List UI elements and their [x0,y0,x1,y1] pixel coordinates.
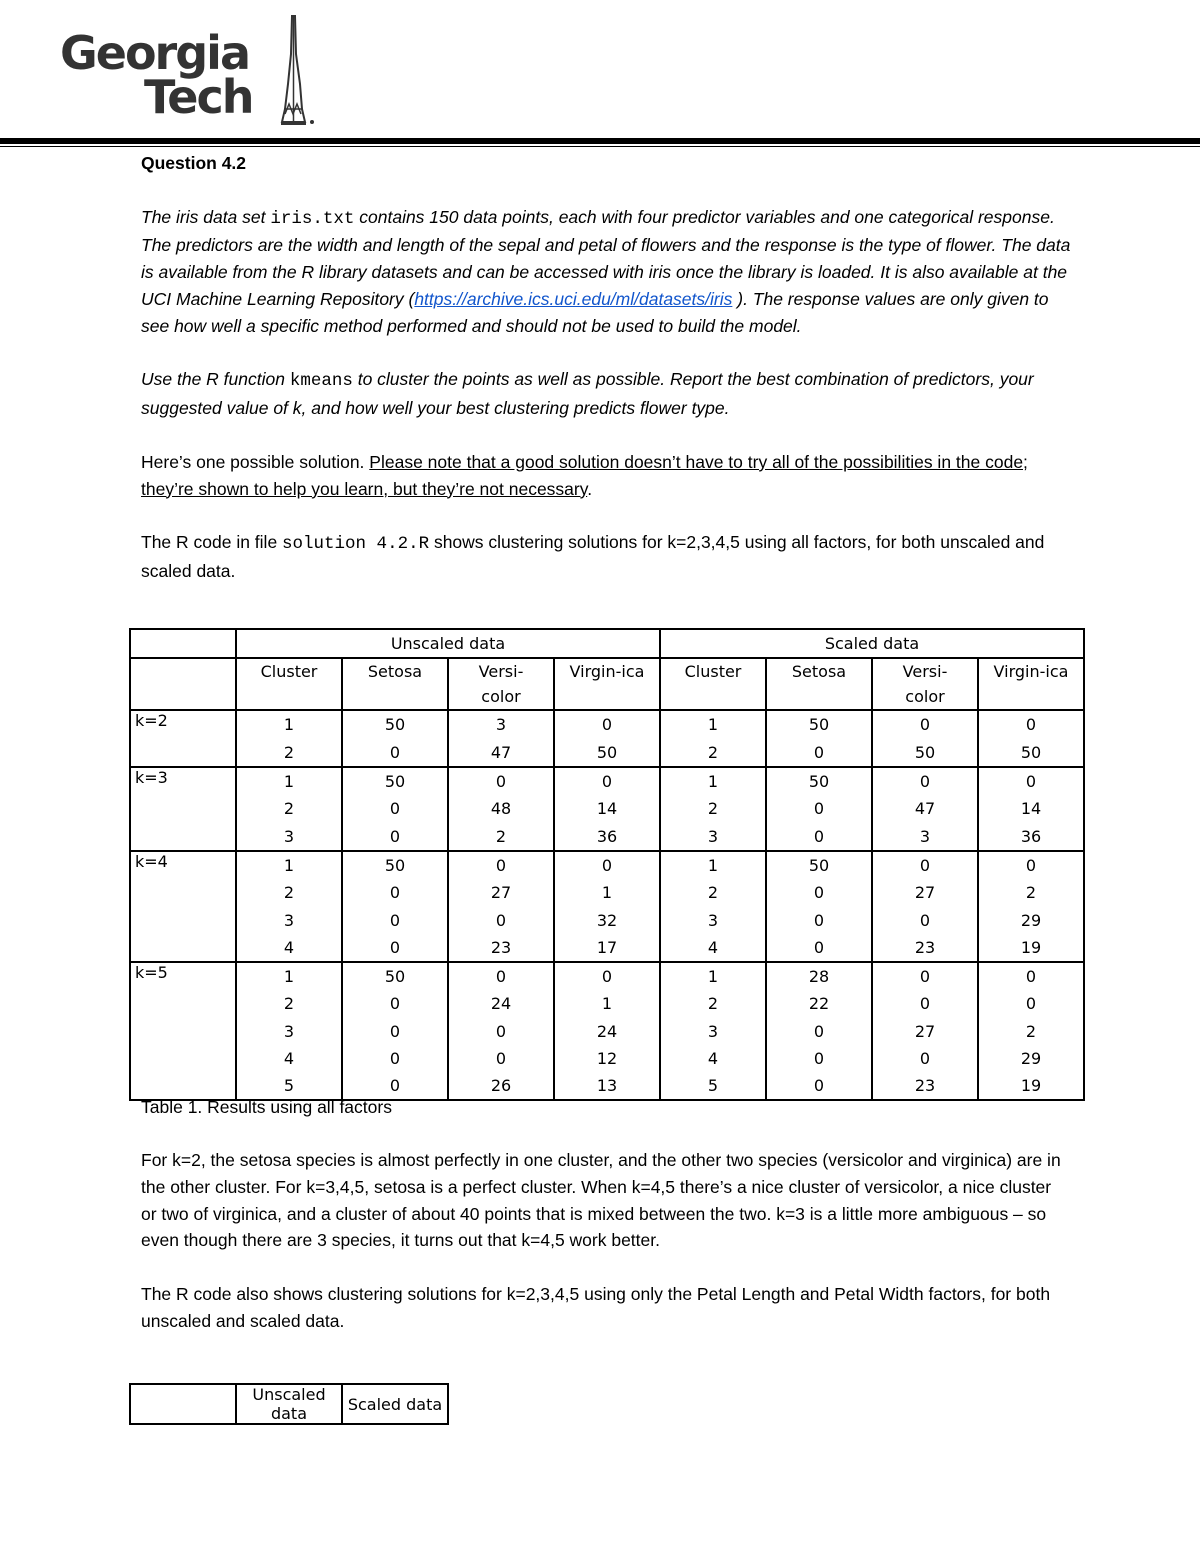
table-cell: 0 [766,879,872,906]
table-cell: 29 [978,1045,1084,1072]
discussion-body [141,1147,1071,1361]
table-cell: 0 [448,1045,554,1072]
text-span: ). The response values are only given to see how well a specific method performed and should not be used to build the model. [141,288,1049,336]
table-cell: 0 [872,1045,978,1072]
table-cell: 50 [342,962,448,990]
table-cell: 1 [236,962,342,990]
table-cell: 4 [236,934,342,962]
k-label: k=5 [130,962,236,1100]
discussion-paragraph: For k=2, the setosa species is almost perfectly in one cluster, and the other two species (versicolor and virginica) are in the other cluster. For k=3,4,5, setosa is a perfect cluster. When k=4,5 there’s a nice cluster of versicolor, a nice cluster or two of virginica, and a cluster of about 40 points that is mixed between the two. k=3 is a little more ambiguous – so even though there are 3 species, it turns out that k=4,5 work better. [141,1150,1061,1251]
k-label: k=3 [130,767,236,851]
table-cell: 22 [766,990,872,1017]
table-row [130,739,1084,767]
table-cell: 2 [236,739,342,767]
table-cell: 50 [978,739,1084,767]
table-cell: 0 [872,906,978,933]
table-cell: 0 [342,795,448,822]
table-cell: 2 [660,990,766,1017]
table-cell: 1 [554,879,660,906]
table-cell: 0 [872,851,978,879]
tech-tower-icon [272,14,322,130]
table-cell: 0 [978,710,1084,738]
table-cell: 0 [342,822,448,850]
code-filename: iris.txt [270,208,355,229]
table-row [130,767,1084,795]
table-cell: 50 [554,739,660,767]
col-header-versicolor [872,658,978,710]
text-span: shows clustering solutions for k=2,3,4,5 using all factors, for both unscaled and scaled data. [141,532,1045,581]
document-body [141,150,1071,612]
table-cell: 2 [978,879,1084,906]
table-cell: 24 [448,990,554,1017]
table-cell: 27 [872,879,978,906]
table-row [130,1018,1084,1045]
text-span: contains 150 data points, each with four predictor variables and one categorical response. The predictors are the width and length of the sepal and petal of flowers and the response is the type of flower. The data is available from the R library datasets and can be accessed with iris once the library is loaded. It is also available at the UCI Machine Learning Repository ( [141,206,1071,309]
col-header-cluster: Cluster [660,658,766,710]
table-body [130,710,1084,1100]
table-cell: 0 [554,851,660,879]
table-cell: 0 [766,1045,872,1072]
table-row [130,962,1084,990]
table-cell: 0 [342,739,448,767]
solution-intro-paragraph [141,449,1071,503]
col-header-part: color [481,687,521,707]
table-cell: 2 [660,879,766,906]
table-row [130,710,1084,738]
group-header-unscaled: Unscaled data [236,1384,342,1424]
table-cell: 3 [660,906,766,933]
table-row [130,822,1084,850]
table-cell: 26 [448,1072,554,1100]
table-cell: 0 [554,767,660,795]
table-cell: 1 [660,851,766,879]
table-cell: 0 [342,906,448,933]
col-header-virginica: Virgin-ica [978,658,1084,710]
table-cell: 5 [660,1072,766,1100]
table-cell: 1 [236,710,342,738]
table-cell: 3 [236,906,342,933]
table-cell: 19 [978,1072,1084,1100]
table-cell: 1 [236,851,342,879]
table-cell: 27 [448,879,554,906]
table-cell: 50 [342,851,448,879]
table-group-header-row [130,1384,448,1424]
text-span: . [587,478,593,499]
table-cell: 0 [448,906,554,933]
table-cell: 0 [766,1072,872,1100]
table-cell: 0 [342,1045,448,1072]
table-cell: 0 [872,767,978,795]
table-cell: 2 [236,795,342,822]
table-cell: 0 [766,934,872,962]
table-cell: 0 [342,1018,448,1045]
logo-word-georgia: Georgia [60,26,249,80]
petal-paragraph: The R code also shows clustering solutions for k=2,3,4,5 using only the Petal Length and Petal Width factors, for both unscaled and scaled data. [141,1283,1051,1331]
header-rule [0,138,1200,144]
table-row [130,795,1084,822]
table-cell: 50 [342,767,448,795]
table-cell: 50 [872,739,978,767]
k-label: k=2 [130,710,236,767]
uci-repository-link[interactable]: https://archive.ics.uci.edu/ml/datasets/iris [414,288,733,309]
table-cell: 0 [978,990,1084,1017]
table-cell: 32 [554,906,660,933]
col-header-part: Versi- [902,662,948,682]
table-cell: 17 [554,934,660,962]
table-cell: 19 [978,934,1084,962]
col-header-versicolor [448,658,554,710]
table-cell: 1 [236,767,342,795]
table-cell: 0 [766,739,872,767]
table-cell: 4 [236,1045,342,1072]
table-cell: 0 [448,1018,554,1045]
table-cell: 0 [978,851,1084,879]
table-cell: 4 [660,934,766,962]
table-cell: 14 [978,795,1084,822]
table-cell: 1 [554,990,660,1017]
table-cell: 23 [872,934,978,962]
r-code-paragraph [141,529,1071,585]
table-column-header-row [130,658,1084,710]
col-header-part: color [905,687,945,707]
georgia-tech-logo [58,14,328,130]
table-cell: 4 [660,1045,766,1072]
table-row [130,990,1084,1017]
table-cell: 0 [766,822,872,850]
table-cell: 29 [978,906,1084,933]
table-row [130,906,1084,933]
text-span: The iris data set [141,206,271,227]
table-cell: 1 [660,710,766,738]
table-cell: 0 [554,710,660,738]
table-cell: 3 [872,822,978,850]
table-cell: 0 [448,851,554,879]
table-cell: 2 [448,822,554,850]
table-cell: 3 [448,710,554,738]
group-header-scaled: Scaled data [660,629,1084,658]
table-cell: 2 [236,990,342,1017]
text-span: Use the R function [141,369,290,390]
table-cell: 0 [766,906,872,933]
table-cell: 47 [872,795,978,822]
table-cell: 23 [448,934,554,962]
results-table-all-factors [129,628,1085,1101]
table-cell: 50 [766,710,872,738]
table-cell: 0 [342,934,448,962]
k-label: k=4 [130,851,236,962]
table-row [130,879,1084,906]
table-cell: 36 [554,822,660,850]
table-cell: 0 [872,990,978,1017]
table-cell: 0 [766,1018,872,1045]
group-header-scaled: Scaled data [342,1384,448,1424]
code-function: kmeans [289,371,353,392]
table-cell: 0 [448,767,554,795]
code-filename: solution 4.2.R [282,534,430,555]
table-cell: 13 [554,1072,660,1100]
text-span: Here’s one possible solution. [141,451,370,472]
table-row [130,934,1084,962]
table-group-header-row [130,629,1084,658]
table-cell: 0 [554,962,660,990]
col-header-setosa: Setosa [766,658,872,710]
table-cell: 28 [766,962,872,990]
table-cell: 0 [872,962,978,990]
table-cell: 3 [236,822,342,850]
table-cell: 1 [660,962,766,990]
task-paragraph [141,366,1071,422]
table-caption: Table 1. Results using all factors [141,1097,392,1117]
table-cell: 50 [766,851,872,879]
table-cell: 0 [342,1072,448,1100]
table-cell-empty [130,658,236,710]
table-cell: 0 [872,710,978,738]
col-header-setosa: Setosa [342,658,448,710]
table-cell: 0 [448,962,554,990]
table-cell: 1 [660,767,766,795]
logo-word-tech: Tech [144,70,253,124]
question-paragraph [141,204,1071,340]
col-header-part: Versi- [478,662,524,682]
col-header-cluster: Cluster [236,658,342,710]
table-cell: 14 [554,795,660,822]
table-cell: 24 [554,1018,660,1045]
table-cell: 0 [978,767,1084,795]
table-cell: 2 [660,795,766,822]
table-cell: 2 [660,739,766,767]
table-cell-empty [130,629,236,658]
question-title: Question 4.2 [141,153,247,173]
table-cell: 0 [342,990,448,1017]
table-cell: 48 [448,795,554,822]
table-cell: 2 [236,879,342,906]
group-header-unscaled: Unscaled data [236,629,660,658]
table-cell: 23 [872,1072,978,1100]
table-cell: 36 [978,822,1084,850]
table-cell: 5 [236,1072,342,1100]
table-cell: 3 [660,1018,766,1045]
table-cell: 47 [448,739,554,767]
results-table-petal-factors [129,1383,449,1425]
table-cell: 50 [342,710,448,738]
col-header-virginica: Virgin-ica [554,658,660,710]
table-cell: 0 [978,962,1084,990]
underlined-note: Please note that a good solution doesn’t have to try all of the possibilities in the code; they’re shown to help you learn, but they’re not necessary [141,451,1028,499]
table-cell: 2 [978,1018,1084,1045]
header-rule-thin [0,146,1200,147]
table-cell: 0 [342,879,448,906]
table-cell: 0 [766,795,872,822]
table-cell: 50 [766,767,872,795]
text-span: The R code in file [141,532,283,553]
text-span: to cluster the points as well as possible. Report the best combination of predictors, your suggested value of k, and how well your best clustering predicts flower type. [141,369,1034,419]
table-cell: 27 [872,1018,978,1045]
table-cell: 3 [660,822,766,850]
table-cell: 12 [554,1045,660,1072]
table-row [130,851,1084,879]
table-cell: 3 [236,1018,342,1045]
table-cell-empty [130,1384,236,1424]
table-row [130,1045,1084,1072]
